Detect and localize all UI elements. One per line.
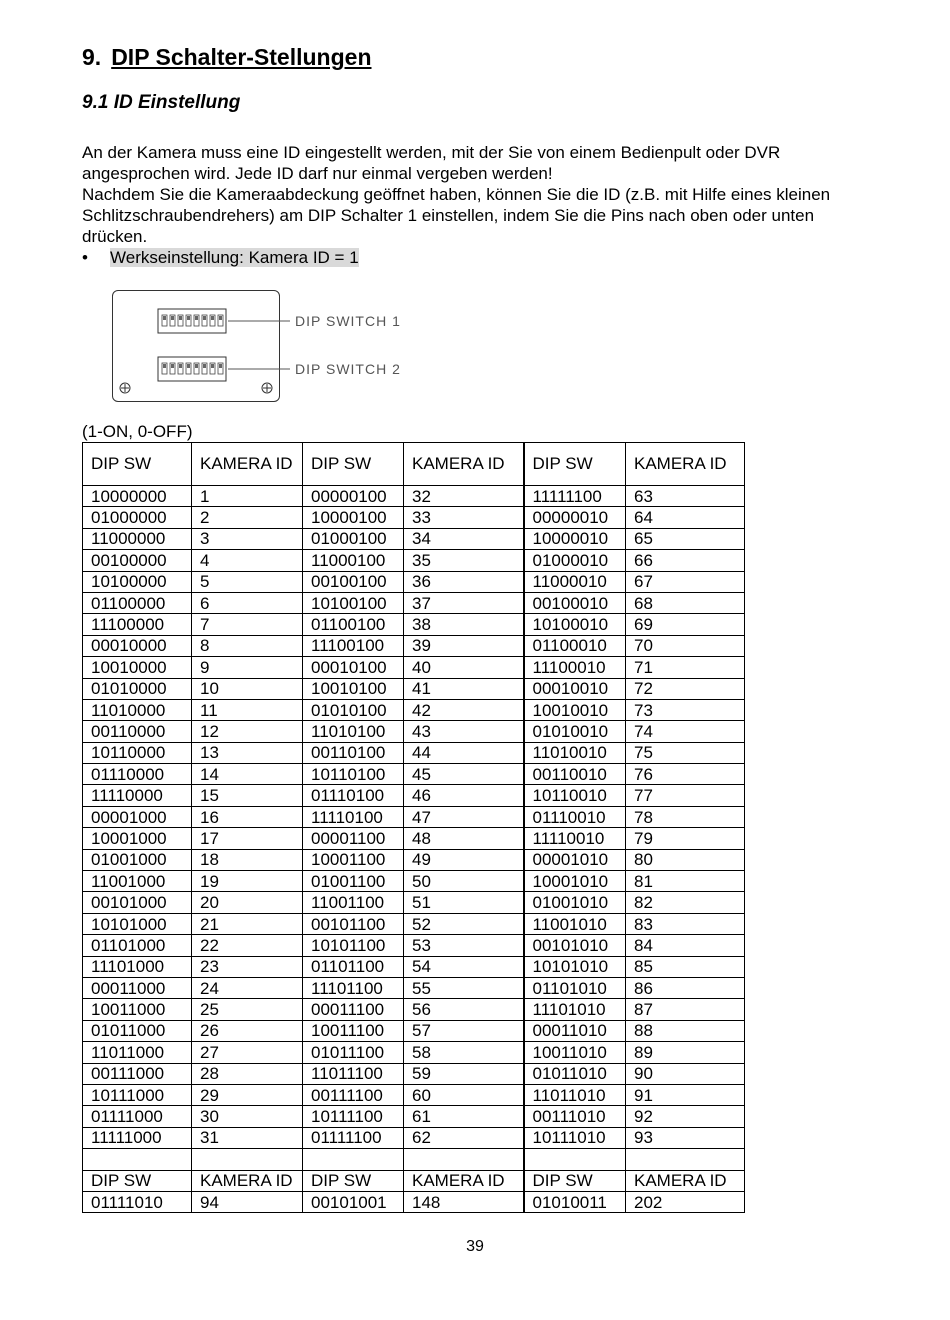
paragraph-line: Nachdem Sie die Kameraabdeckung geöffnet haben, können Sie die ID (z.B. mit Hilfe eines kleinen	[82, 185, 831, 204]
dip-sw-cell: 00101001	[303, 1191, 404, 1212]
dip-sw-cell: 10010000	[83, 657, 192, 678]
kamera-id-cell: 70	[626, 635, 745, 656]
dip-sw-cell: 00010100	[303, 657, 404, 678]
dip-sw-cell: 01111010	[83, 1191, 192, 1212]
dip-sw-cell: 00001000	[83, 806, 192, 827]
dip-sw-cell: 11101000	[83, 956, 192, 977]
dip-sw-cell: 01101100	[303, 956, 404, 977]
dip-sw-cell: 00101010	[524, 935, 626, 956]
dip-sw-cell: DIP SW	[303, 443, 404, 486]
dip-sw-cell: 01111000	[83, 1106, 192, 1127]
table-row	[83, 614, 745, 635]
dip-sw-cell: 11110100	[303, 806, 404, 827]
kamera-id-cell: 55	[404, 977, 524, 998]
kamera-id-cell: 32	[404, 486, 524, 507]
table-footer-header-row	[83, 1170, 745, 1191]
kamera-id-cell: 77	[626, 785, 745, 806]
kamera-id-cell: 2	[192, 507, 303, 528]
dip-switch-2-label: DIP SWITCH 2	[295, 361, 401, 377]
dip-sw-cell: 00101100	[303, 913, 404, 934]
dip-sw-cell: 11101100	[303, 977, 404, 998]
dip-sw-cell: 01100000	[83, 592, 192, 613]
kamera-id-cell: 27	[192, 1042, 303, 1063]
dip-sw-cell: 01111100	[303, 1127, 404, 1148]
dip-sw-cell: 00110010	[524, 764, 626, 785]
kamera-id-cell: 19	[192, 871, 303, 892]
table-row	[83, 1106, 745, 1127]
dip-sw-cell: 01011100	[303, 1042, 404, 1063]
kamera-id-cell: 47	[404, 806, 524, 827]
dip-sw-cell: 10111100	[303, 1106, 404, 1127]
kamera-id-cell	[404, 1149, 524, 1170]
table-row	[83, 507, 745, 528]
table-row	[83, 785, 745, 806]
table-row	[83, 550, 745, 571]
kamera-id-cell: 1	[192, 486, 303, 507]
kamera-id-cell: 79	[626, 828, 745, 849]
kamera-id-cell: 36	[404, 571, 524, 592]
kamera-id-cell: KAMERA ID	[626, 443, 745, 486]
paragraph-line: An der Kamera muss eine ID eingestellt werden, mit der Sie von einem Bedienpult oder DVR	[82, 143, 781, 162]
table-row	[83, 486, 745, 507]
kamera-id-cell: 20	[192, 892, 303, 913]
screw-right-icon	[262, 383, 272, 393]
dip-sw-cell: 10000100	[303, 507, 404, 528]
kamera-id-cell: 94	[192, 1191, 303, 1212]
dip-sw-cell: 01010011	[524, 1191, 626, 1212]
section-title: DIP Schalter-Stellungen	[111, 44, 372, 70]
kamera-id-cell: 85	[626, 956, 745, 977]
kamera-id-cell: 68	[626, 592, 745, 613]
kamera-id-cell: 17	[192, 828, 303, 849]
kamera-id-cell: 75	[626, 742, 745, 763]
table-row	[83, 699, 745, 720]
dip-sw-cell: 10011100	[303, 1020, 404, 1041]
dip-sw-cell: 10001100	[303, 849, 404, 870]
dip-sw-cell: 10000010	[524, 528, 626, 549]
kamera-id-cell: 18	[192, 849, 303, 870]
table-row	[83, 1084, 745, 1105]
table-row	[83, 935, 745, 956]
kamera-id-cell: 71	[626, 657, 745, 678]
dip-sw-cell: 01011010	[524, 1063, 626, 1084]
dip-sw-cell: 10111010	[524, 1127, 626, 1148]
dip-sw-cell: 00111000	[83, 1063, 192, 1084]
kamera-id-cell: 30	[192, 1106, 303, 1127]
dip-sw-cell: 01001100	[303, 871, 404, 892]
kamera-id-cell: 37	[404, 592, 524, 613]
kamera-id-cell: 60	[404, 1084, 524, 1105]
dip-sw-cell: 11010000	[83, 699, 192, 720]
dip-sw-cell: 00011100	[303, 999, 404, 1020]
kamera-id-cell: KAMERA ID	[404, 443, 524, 486]
dip-sw-cell: 01000000	[83, 507, 192, 528]
dip-sw-cell: DIP SW	[524, 443, 626, 486]
kamera-id-cell: 4	[192, 550, 303, 571]
dip-sw-cell	[524, 1149, 626, 1170]
kamera-id-cell: 34	[404, 528, 524, 549]
table-row	[83, 528, 745, 549]
table-row	[83, 913, 745, 934]
kamera-id-cell: 51	[404, 892, 524, 913]
dip-sw-cell: 01010000	[83, 678, 192, 699]
subsection-heading: 9.1 ID Einstellung	[82, 92, 241, 113]
kamera-id-cell: 53	[404, 935, 524, 956]
kamera-id-cell: KAMERA ID	[626, 1170, 745, 1191]
table-row	[83, 849, 745, 870]
dip-switch-1-icon	[158, 309, 226, 333]
dip-sw-cell: 11100010	[524, 657, 626, 678]
dip-sw-cell: 11001100	[303, 892, 404, 913]
kamera-id-cell: 6	[192, 592, 303, 613]
dip-sw-cell: DIP SW	[83, 443, 192, 486]
kamera-id-cell: 31	[192, 1127, 303, 1148]
dip-sw-cell: 10110100	[303, 764, 404, 785]
table-row	[83, 1020, 745, 1041]
dip-sw-cell: 11100100	[303, 635, 404, 656]
dip-sw-cell: 10100010	[524, 614, 626, 635]
table-row	[83, 571, 745, 592]
kamera-id-cell: 46	[404, 785, 524, 806]
dip-sw-cell: 10011010	[524, 1042, 626, 1063]
kamera-id-cell: 148	[404, 1191, 524, 1212]
kamera-id-cell: 92	[626, 1106, 745, 1127]
table-row	[83, 742, 745, 763]
kamera-id-cell: 66	[626, 550, 745, 571]
dip-sw-cell: 00011000	[83, 977, 192, 998]
kamera-id-cell: 21	[192, 913, 303, 934]
kamera-id-cell: 44	[404, 742, 524, 763]
dip-sw-cell: 10000000	[83, 486, 192, 507]
dip-sw-cell: 00100000	[83, 550, 192, 571]
dip-sw-cell: 10001000	[83, 828, 192, 849]
kamera-id-cell: 89	[626, 1042, 745, 1063]
dip-switch-1-label: DIP SWITCH 1	[295, 313, 401, 329]
dip-sw-cell: 01001000	[83, 849, 192, 870]
dip-sw-cell: 10010010	[524, 699, 626, 720]
table-row	[83, 999, 745, 1020]
dip-sw-cell: 01001010	[524, 892, 626, 913]
kamera-id-cell: 62	[404, 1127, 524, 1148]
kamera-id-cell: 39	[404, 635, 524, 656]
dip-sw-cell: 11011000	[83, 1042, 192, 1063]
dip-sw-cell: 00001100	[303, 828, 404, 849]
table-row	[83, 956, 745, 977]
dip-sw-cell: 11011010	[524, 1084, 626, 1105]
dip-sw-cell: 11111100	[524, 486, 626, 507]
dip-sw-cell: DIP SW	[303, 1170, 404, 1191]
kamera-id-cell: 73	[626, 699, 745, 720]
kamera-id-cell: 5	[192, 571, 303, 592]
dip-sw-cell: 11001000	[83, 871, 192, 892]
dip-sw-cell: 00101000	[83, 892, 192, 913]
dip-sw-cell: 11010010	[524, 742, 626, 763]
paragraph-line: angesprochen wird. Jede ID darf nur einmal vergeben werden!	[82, 164, 553, 183]
kamera-id-cell: 38	[404, 614, 524, 635]
dip-sw-cell: 01010010	[524, 721, 626, 742]
dip-switch-2-icon	[158, 357, 226, 381]
dip-sw-cell: 00110100	[303, 742, 404, 763]
table-row	[83, 1127, 745, 1148]
dip-sw-cell: 00010010	[524, 678, 626, 699]
kamera-id-cell: 88	[626, 1020, 745, 1041]
kamera-id-cell	[626, 1149, 745, 1170]
dip-switch-drawing	[0, 0, 950, 420]
kamera-id-cell: 10	[192, 678, 303, 699]
kamera-id-cell: 25	[192, 999, 303, 1020]
table-row	[83, 892, 745, 913]
dip-sw-cell: 00111010	[524, 1106, 626, 1127]
table-row	[83, 1063, 745, 1084]
kamera-id-cell: 13	[192, 742, 303, 763]
table-row	[83, 977, 745, 998]
kamera-id-cell: 61	[404, 1106, 524, 1127]
kamera-id-cell	[192, 1149, 303, 1170]
dip-sw-cell: 01000010	[524, 550, 626, 571]
kamera-id-cell: 65	[626, 528, 745, 549]
dip-sw-cell: 10110010	[524, 785, 626, 806]
dip-sw-cell: DIP SW	[83, 1170, 192, 1191]
kamera-id-cell: 8	[192, 635, 303, 656]
kamera-id-cell: 87	[626, 999, 745, 1020]
dip-sw-cell: 11101010	[524, 999, 626, 1020]
kamera-id-cell: 14	[192, 764, 303, 785]
dip-sw-cell: 01011000	[83, 1020, 192, 1041]
dip-sw-cell: 00000100	[303, 486, 404, 507]
kamera-id-cell: 90	[626, 1063, 745, 1084]
kamera-id-cell: 24	[192, 977, 303, 998]
dip-sw-cell: 10010100	[303, 678, 404, 699]
dip-sw-cell	[83, 1149, 192, 1170]
dip-sw-cell: 11000000	[83, 528, 192, 549]
dip-sw-cell: 10100100	[303, 592, 404, 613]
kamera-id-cell: 23	[192, 956, 303, 977]
kamera-id-cell: 80	[626, 849, 745, 870]
kamera-id-cell: 40	[404, 657, 524, 678]
kamera-id-cell: 83	[626, 913, 745, 934]
dip-id-table	[82, 442, 745, 1213]
kamera-id-cell: 48	[404, 828, 524, 849]
kamera-id-cell: 49	[404, 849, 524, 870]
dip-sw-cell: 11100000	[83, 614, 192, 635]
page-number: 39	[466, 1238, 484, 1255]
kamera-id-cell: 11	[192, 699, 303, 720]
kamera-id-cell: 58	[404, 1042, 524, 1063]
dip-sw-cell: 01100010	[524, 635, 626, 656]
kamera-id-cell: 64	[626, 507, 745, 528]
kamera-id-cell: 91	[626, 1084, 745, 1105]
dip-sw-cell: 00001010	[524, 849, 626, 870]
dip-sw-cell: 11000100	[303, 550, 404, 571]
dip-sw-cell: 10111000	[83, 1084, 192, 1105]
dip-sw-cell: 11011100	[303, 1063, 404, 1084]
dip-sw-cell: 00100010	[524, 592, 626, 613]
dip-sw-cell: 01101000	[83, 935, 192, 956]
table-row	[83, 678, 745, 699]
kamera-id-cell: 69	[626, 614, 745, 635]
kamera-id-cell: 33	[404, 507, 524, 528]
kamera-id-cell: 57	[404, 1020, 524, 1041]
section-number: 9.	[82, 44, 102, 70]
dip-sw-cell: 10101100	[303, 935, 404, 956]
table-row	[83, 592, 745, 613]
dip-sw-cell: 11110010	[524, 828, 626, 849]
kamera-id-cell: KAMERA ID	[192, 443, 303, 486]
dip-sw-cell	[303, 1149, 404, 1170]
factory-setting-text: Werkseinstellung: Kamera ID = 1	[110, 248, 359, 267]
dip-sw-cell: 10100000	[83, 571, 192, 592]
kamera-id-cell: 74	[626, 721, 745, 742]
dip-sw-cell: 11010100	[303, 721, 404, 742]
table-header-row	[83, 443, 745, 486]
kamera-id-cell: 72	[626, 678, 745, 699]
kamera-id-cell: 29	[192, 1084, 303, 1105]
kamera-id-cell: 3	[192, 528, 303, 549]
kamera-id-cell: 12	[192, 721, 303, 742]
table-row	[83, 871, 745, 892]
dip-sw-cell: 01110100	[303, 785, 404, 806]
dip-sw-cell: 01110000	[83, 764, 192, 785]
kamera-id-cell: 76	[626, 764, 745, 785]
kamera-id-cell: 42	[404, 699, 524, 720]
paragraph-line: drücken.	[82, 227, 148, 246]
dip-sw-cell: 10101010	[524, 956, 626, 977]
kamera-id-cell: 67	[626, 571, 745, 592]
dip-sw-cell: 10001010	[524, 871, 626, 892]
dip-sw-cell: 01101010	[524, 977, 626, 998]
kamera-id-cell: 15	[192, 785, 303, 806]
kamera-id-cell: 59	[404, 1063, 524, 1084]
kamera-id-cell: 56	[404, 999, 524, 1020]
dip-sw-cell: DIP SW	[524, 1170, 626, 1191]
table-row	[83, 828, 745, 849]
kamera-id-cell: 93	[626, 1127, 745, 1148]
dip-sw-cell: 11001010	[524, 913, 626, 934]
kamera-id-cell: 16	[192, 806, 303, 827]
kamera-id-cell: KAMERA ID	[192, 1170, 303, 1191]
bullet-icon: •	[82, 248, 88, 267]
table-footer-row	[83, 1191, 745, 1212]
screw-left-icon	[120, 383, 130, 393]
dip-sw-cell: 00110000	[83, 721, 192, 742]
dip-sw-cell: 10110000	[83, 742, 192, 763]
table-row	[83, 1042, 745, 1063]
kamera-id-cell: 84	[626, 935, 745, 956]
kamera-id-cell: 22	[192, 935, 303, 956]
kamera-id-cell: 78	[626, 806, 745, 827]
kamera-id-cell: 26	[192, 1020, 303, 1041]
table-row	[83, 806, 745, 827]
kamera-id-cell: 81	[626, 871, 745, 892]
table-row	[83, 721, 745, 742]
table-spacer-row	[83, 1149, 745, 1170]
kamera-id-cell: 45	[404, 764, 524, 785]
kamera-id-cell: KAMERA ID	[404, 1170, 524, 1191]
kamera-id-cell: 9	[192, 657, 303, 678]
kamera-id-cell: 82	[626, 892, 745, 913]
kamera-id-cell: 86	[626, 977, 745, 998]
kamera-id-cell: 63	[626, 486, 745, 507]
dip-sw-cell: 00010000	[83, 635, 192, 656]
kamera-id-cell: 43	[404, 721, 524, 742]
dip-sw-cell: 01000100	[303, 528, 404, 549]
on-off-legend: (1-ON, 0-OFF)	[82, 422, 193, 441]
dip-sw-cell: 00100100	[303, 571, 404, 592]
kamera-id-cell: 41	[404, 678, 524, 699]
dip-sw-cell: 01010100	[303, 699, 404, 720]
kamera-id-cell: 7	[192, 614, 303, 635]
dip-sw-cell: 01100100	[303, 614, 404, 635]
kamera-id-cell: 50	[404, 871, 524, 892]
dip-sw-cell: 11000010	[524, 571, 626, 592]
dip-sw-cell: 00011010	[524, 1020, 626, 1041]
kamera-id-cell: 52	[404, 913, 524, 934]
kamera-id-cell: 28	[192, 1063, 303, 1084]
table-row	[83, 635, 745, 656]
paragraph-line: Schlitzschraubendrehers) am DIP Schalter 1 einstellen, indem Sie die Pins nach oben oder unten	[82, 206, 815, 225]
dip-sw-cell: 11111000	[83, 1127, 192, 1148]
dip-sw-cell: 00000010	[524, 507, 626, 528]
kamera-id-cell: 202	[626, 1191, 745, 1212]
dip-sw-cell: 00111100	[303, 1084, 404, 1105]
kamera-id-cell: 54	[404, 956, 524, 977]
dip-sw-cell: 11110000	[83, 785, 192, 806]
kamera-id-cell: 35	[404, 550, 524, 571]
dip-sw-cell: 01110010	[524, 806, 626, 827]
table-row	[83, 764, 745, 785]
table-row	[83, 657, 745, 678]
dip-sw-cell: 10101000	[83, 913, 192, 934]
dip-sw-cell: 10011000	[83, 999, 192, 1020]
